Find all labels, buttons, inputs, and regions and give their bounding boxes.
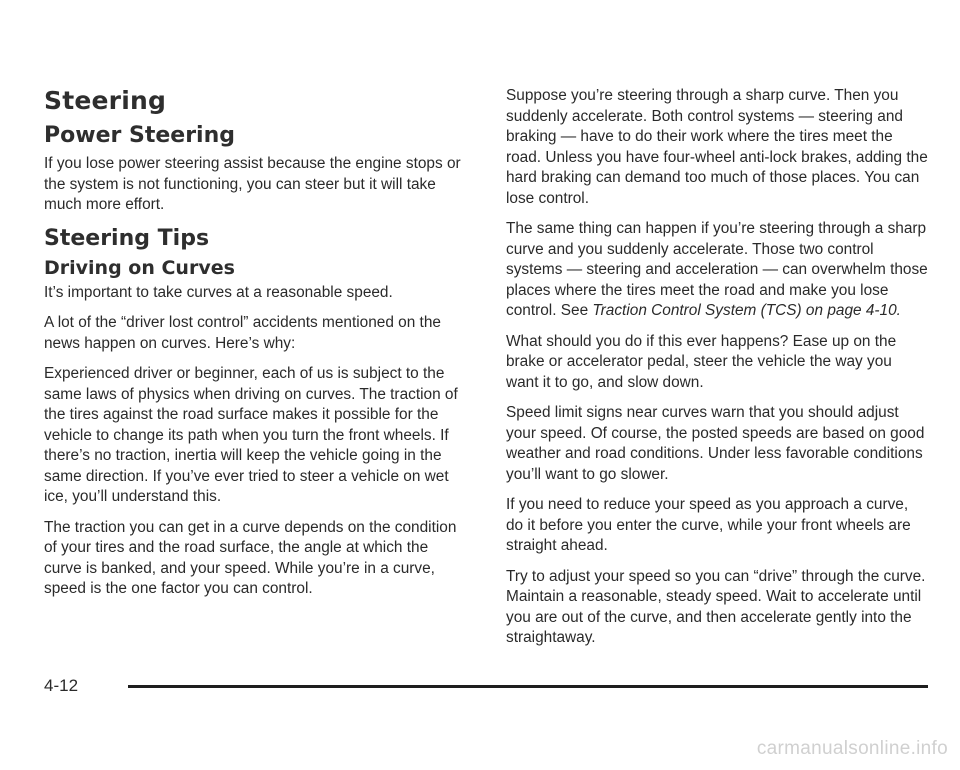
paragraph-acceleration-text: The same thing can happen if you’re steering through a sharp curve and you suddenly accelerate. Those two control systems — steering and acceleration — can overwhelm those places where the tires meet the road and make you lose control. See	[506, 220, 928, 319]
paragraph-accidents: A lot of the “driver lost control” accidents mentioned on the news happen on curves. Here’s why:	[44, 314, 441, 352]
paragraph-traction: The traction you can get in a curve depends on the condition of your tires and the road surface, the angle at which the curve is banked, and your speed. While you’re in a curve, speed is the one factor you can control.	[44, 518, 457, 597]
footer-divider	[128, 685, 928, 688]
heading-power-steering: Power Steering	[44, 123, 235, 148]
heading-steering: Steering	[44, 86, 167, 115]
right-column	[506, 86, 928, 659]
paragraph-physics: Experienced driver or beginner, each of us is subject to the same laws of physics when driving on curves. The traction of the tires against the road surface makes it possible for the vehicle to change its path when you turn the front wheels. If there’s no traction, inertia will keep the vehicle going in the same direction. If you’ve ever tried to steer a vehicle on wet ice, you’ll understand this.	[44, 365, 458, 505]
paragraph-reduce-speed: If you need to reduce your speed as you approach a curve, do it before you enter the curve, while your front wheels are straight ahead.	[506, 496, 911, 554]
page-number: 4-12	[44, 676, 79, 695]
heading-driving-on-curves: Driving on Curves	[44, 256, 235, 279]
page-footer	[44, 668, 928, 698]
paragraph-drive-through: Try to adjust your speed so you can “drive” through the curve. Maintain a reasonable, steady speed. Wait to accelerate until you are out of the curve, and then accelerate gently into the straightaway.	[506, 567, 926, 646]
watermark: carmanualsonline.info	[756, 738, 948, 759]
tcs-reference-link[interactable]: Traction Control System (TCS) on page 4-10.	[592, 302, 901, 319]
paragraph-speed-limit: Speed limit signs near curves warn that you should adjust your speed. Of course, the posted speeds are based on good weather and road conditions. Under less favorable conditions you’ll want to go slower.	[506, 404, 925, 483]
heading-steering-tips: Steering Tips	[44, 225, 210, 251]
paragraph-acceleration	[506, 219, 928, 322]
left-column	[44, 86, 468, 610]
paragraph-sharp-curve: Suppose you’re steering through a sharp curve. Then you suddenly accelerate. Both control systems — steering and braking — have to do their work where the tires meet the road. Unless you have four-wheel anti-lock brakes, adding the hard braking can demand too much of those places. You can lose control.	[506, 87, 928, 207]
paragraph-reasonable-speed: It’s important to take curves at a reasonable speed.	[44, 283, 393, 301]
paragraph-power-steering: If you lose power steering assist because the engine stops or the system is not functioning, you can steer but it will take much more effort.	[44, 155, 461, 213]
paragraph-what-to-do: What should you do if this ever happens? Ease up on the brake or accelerator pedal, steer the vehicle the way you want it to go, and slow down.	[506, 332, 897, 391]
